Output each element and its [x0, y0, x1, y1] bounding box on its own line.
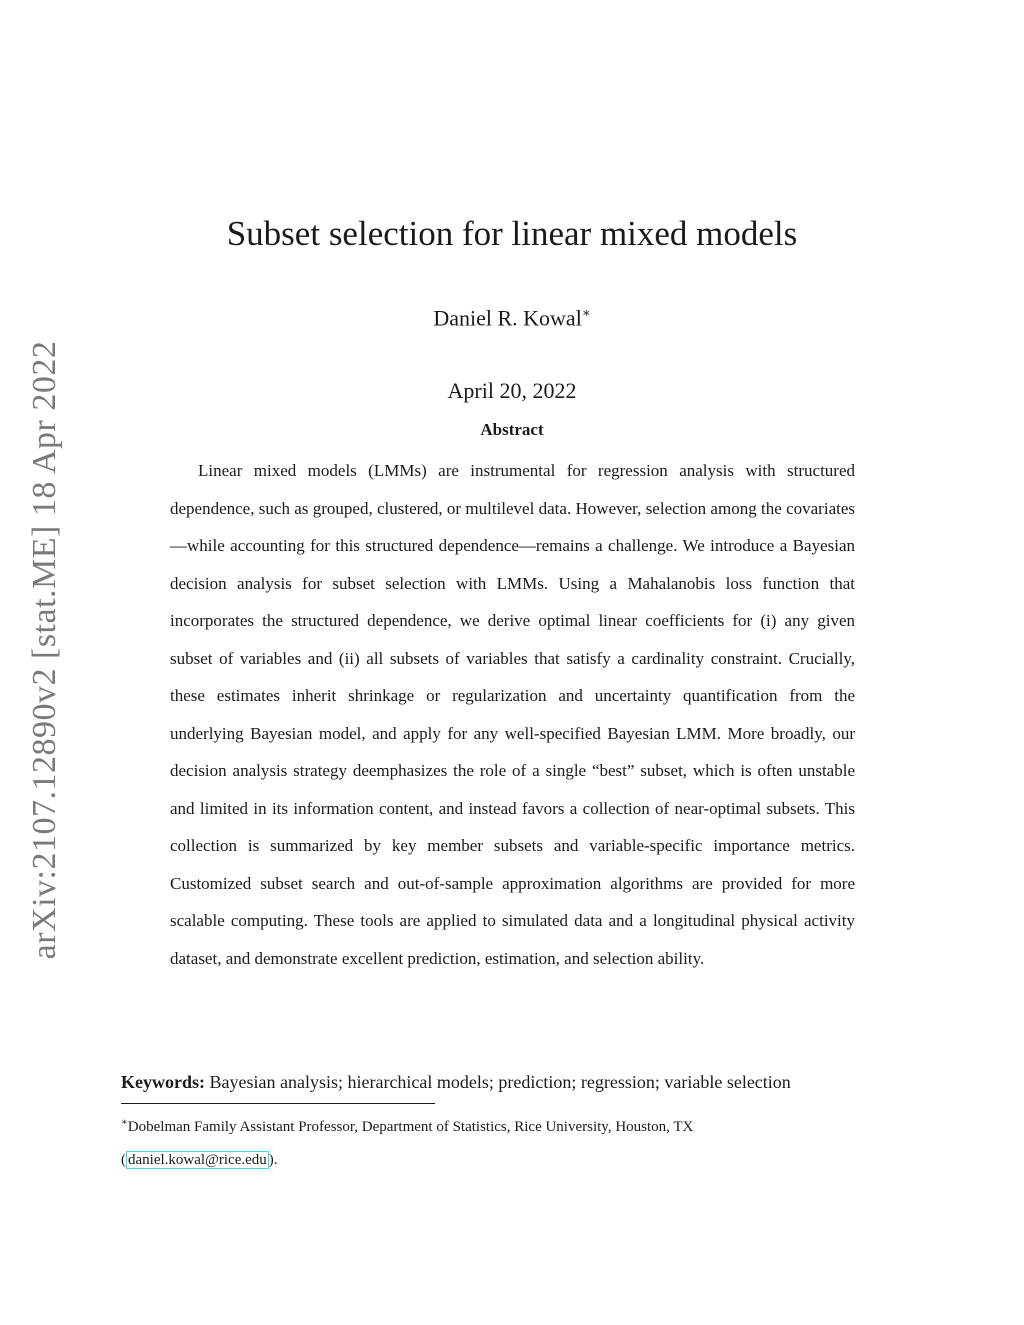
footnote-close-paren: ). — [268, 1152, 278, 1168]
author-footnote — [121, 1106, 905, 1177]
email-link[interactable]: daniel.kowal@rice.edu — [128, 1152, 267, 1168]
paper-title: Subset selection for linear mixed models — [226, 214, 798, 253]
author-line — [0, 305, 1024, 331]
footnote-text: Dobelman Family Assistant Professor, Department of Statistics, Rice University, Houston, TX — [127, 1119, 694, 1135]
abstract-text: Linear mixed models (LMMs) are instrumental for regression analysis with structured dependence, such as grouped, clustered, or multilevel data. However, selection among the covariates—while accounting for this structured dependence—remains a challenge. We introduce a Bayesian decision analysis for subset selection with LMMs. Using a Mahalanobis loss function that incorporates the structured dependence, we derive optimal linear coefficients for (i) any given subset of variables and (ii) all subsets of variables that satisfy a cardinality constraint. Crucially, these estimates inherit shrinkage or regularization and uncertainty quantification from the underlying Bayesian model, and apply for any well-specified Bayesian LMM. More broadly, our decision analysis strategy deemphasizes the role of a single “best” subset, which is often unstable and limited in its information content, and instead favors a collection of near-optimal subsets. This collection is summarized by key member subsets and variable-specific importance metrics. Customized subset search and out-of-sample approximation algorithms are provided for more scalable computing. These tools are applied to simulated data and a longitudinal physical activity dataset, and demonstrate excellent prediction, estimation, and selection ability. — [170, 461, 855, 968]
keywords-line — [121, 1072, 911, 1093]
abstract-heading: Abstract — [480, 420, 544, 439]
keywords-text: Bayesian analysis; hierarchical models; prediction; regression; variable selection — [209, 1072, 791, 1092]
footnote-rule — [121, 1103, 435, 1104]
footnote-mark: ∗ — [121, 1117, 128, 1128]
author-name: Daniel R. Kowal — [433, 305, 582, 331]
footnote-open-paren: ( — [121, 1152, 126, 1168]
paper-date: April 20, 2022 — [447, 378, 577, 403]
author-footnote-mark[interactable]: ∗ — [581, 305, 591, 320]
keywords-label: Keywords: — [121, 1072, 205, 1092]
arxiv-identifier: arXiv:2107.12890v2 [stat.ME] 18 Apr 2022 — [26, 340, 63, 960]
